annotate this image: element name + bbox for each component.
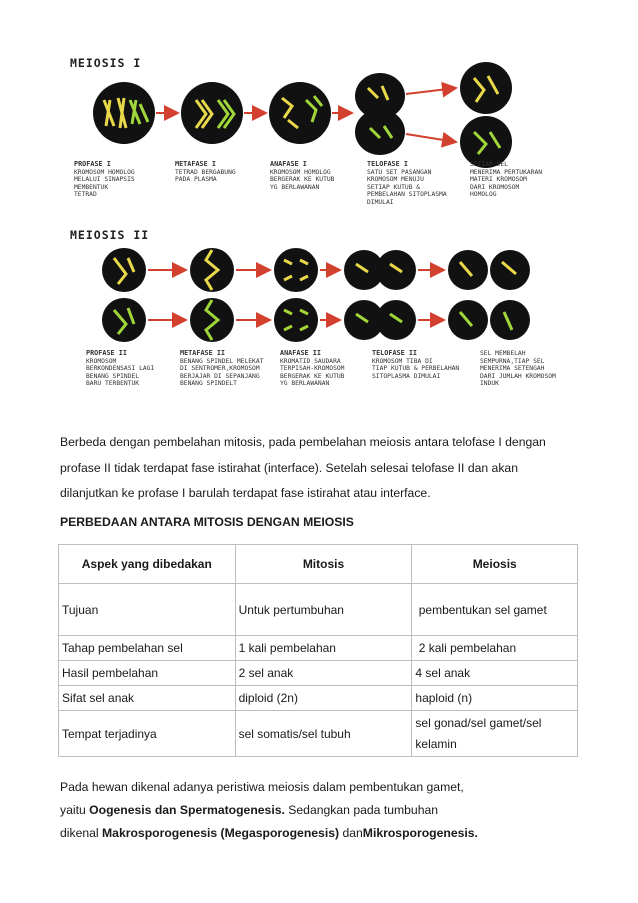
caption-telofase-1: TELOFASE I SATU SET PASANGAN KROMOSOM MENUJU SETIAP KUTUB & PEMBELAHAN SITOPLASMA DIMULAI: [367, 160, 447, 206]
bold-term: Oogenesis dan Spermatogenesis.: [89, 802, 285, 817]
paragraph-line: Berbeda dengan pembelahan mitosis, pada pembelahan meiosis antara telofase I dengan: [60, 435, 546, 449]
table-cell: sel gonad/sel gamet/sel kelamin: [412, 711, 578, 757]
table-row: [59, 584, 578, 636]
table-cell: pembentukan sel gamet: [412, 584, 578, 636]
table-cell: 2 sel anak: [235, 661, 412, 686]
caption-profase-2: PROFASE II KROMOSOM BERKONDENSASI LAGI BENANG SPINDEL BARU TERBENTUK: [86, 349, 155, 388]
cell-anafase-1: [269, 82, 331, 144]
bold-term: Makrosporogenesis (Megasporogenesis): [102, 825, 340, 840]
table-cell: 4 sel anak: [412, 661, 578, 686]
table-cell: Tujuan: [59, 584, 236, 636]
caption-anafase-2: ANAFASE II KROMATID SAUDARA TERPISAH-KROMOSOM BERGERAK KE KUTUB YG BERLAWANAN: [280, 349, 345, 388]
caption-result-1: SETIAP SEL MENERIMA PERTUKARAN MATERI KROMOSOM DARI KROMOSOM HOMOLOG: [470, 161, 543, 199]
cell-profase-1: [93, 82, 155, 144]
header-meiosis: Meiosis: [412, 545, 578, 584]
table-cell: diploid (2n): [235, 686, 412, 711]
caption-profase-1: PROFASE I KROMOSOM HOMOLOG MELALUI SINAPSIS MEMBENTUK TETRAD: [74, 160, 135, 199]
meiosis-diagram: [60, 48, 600, 408]
table-row: [59, 661, 578, 686]
table-cell: sel somatis/sel tubuh: [235, 711, 412, 757]
closing-paragraph: Pada hewan dikenal adanya peristiwa meiosis dalam pembentukan gamet, yaitu Oogenesis dan Spermatogenesis. Sedangkan pada tumbuhan dikenal Makrosporogenesis (Megasporogenesis) danMikrosporogenesis.: [60, 780, 478, 840]
caption-metafase-1: METAFASE I TETRAD BERGABUNG PADA PLASMA: [175, 160, 236, 184]
table-header-row: [59, 545, 578, 584]
header-mitosis: Mitosis: [235, 545, 412, 584]
table-row: [59, 711, 578, 757]
caption-metafase-2: METAFASE II BENANG SPINDEL MELEKAT DI SENTROMER,KROMOSOM BERJAJAR DI SEPANJANG BENANG SPINDELT: [180, 349, 264, 388]
section-heading: PERBEDAAN ANTARA MITOSIS DENGAN MEIOSIS: [60, 515, 354, 529]
cell-result-1-top: [460, 62, 512, 114]
meiosis-1-title: MEIOSIS I: [70, 56, 142, 70]
paragraph-line: dilanjutkan ke profase I barulah terdapat fase istirahat atau interface.: [60, 486, 431, 501]
cell-telofase-1: [355, 73, 405, 155]
caption-anafase-1: ANAFASE I KROMOSOM HOMOLOG BERGERAK KE KUTUB YG BERLAWANAN: [270, 160, 335, 191]
header-aspek: Aspek yang dibedakan: [59, 545, 236, 584]
table-cell: Hasil pembelahan: [59, 661, 236, 686]
table-row: [59, 636, 578, 661]
table-row: [59, 686, 578, 711]
table-cell: haploid (n): [412, 686, 578, 711]
table-cell: Tempat terjadinya: [59, 711, 236, 757]
bold-term: Mikrosporogenesis.: [362, 825, 478, 840]
cell-metafase-1: [181, 82, 243, 144]
table-cell: Sifat sel anak: [59, 686, 236, 711]
table-cell: Tahap pembelahan sel: [59, 636, 236, 661]
table-cell: Untuk pertumbuhan: [235, 584, 412, 636]
paragraph-line: profase II tidak terdapat fase istirahat (interface). Setelah selesai telofase II dan akan: [60, 460, 518, 475]
meiosis-2-cells: [102, 248, 530, 342]
table-cell: 1 kali pembelahan: [235, 636, 412, 661]
table-cell: 2 kali pembelahan: [412, 636, 578, 661]
caption-telofase-2: TELOFASE II KROMOSOM TIBA DI TIAP KUTUB & PERBELAHAN SITOPLASMA DIMULAI: [372, 349, 460, 380]
comparison-table: [58, 544, 578, 757]
caption-result-2: SEL MEMBELAH SEMPURNA,TIAP SEL MENERIMA SETENGAH DARI JUMLAH KROMOSOM INDUK: [480, 350, 556, 388]
intro-paragraph: [60, 430, 590, 507]
meiosis-2-title: MEIOSIS II: [70, 228, 150, 242]
